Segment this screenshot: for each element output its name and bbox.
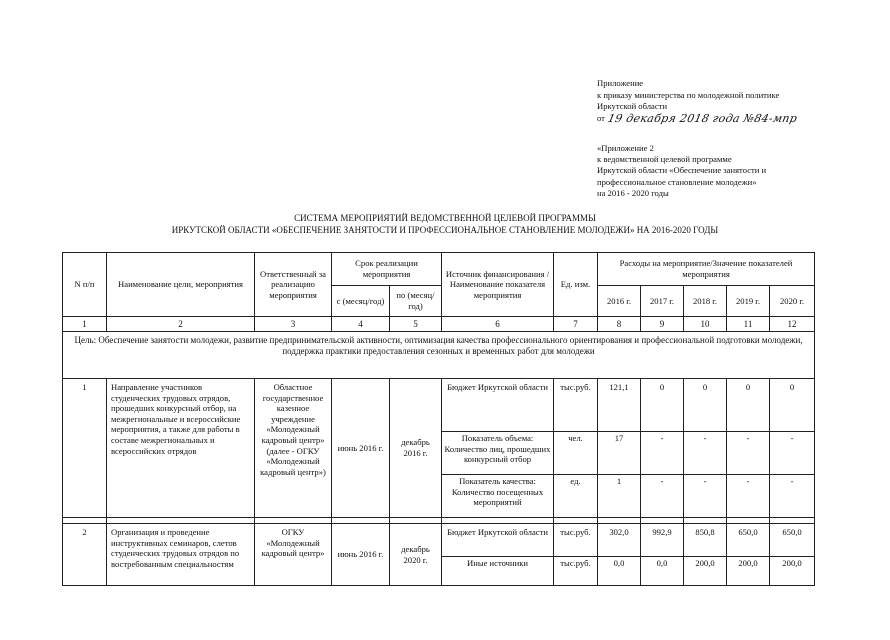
header-term-to: по (месяц/год) [390, 286, 442, 317]
row-2-other-2019: 200,0 [727, 557, 770, 586]
notice2-line-2: к ведомственной целевой программе [597, 154, 732, 165]
row-1-quality-2018: - [684, 475, 727, 518]
row-2-term-to: декабрь 2020 г. [390, 524, 442, 586]
row-1-indicator-quality-unit: ед. [554, 475, 598, 518]
order-date-line [597, 113, 857, 125]
row-1-volume-2018: - [684, 432, 727, 475]
row-1-quality-2016: 1 [598, 475, 641, 518]
row-1-responsible: Областное государственное казенное учреждение «Молодежный кадровый центр» (далее - ОГКУ «Молодежный кадровый центр») [255, 379, 332, 518]
column-number: 11 [727, 317, 770, 332]
header-year-2020: 2020 г. [770, 286, 815, 317]
document-title-line-2: ИРКУТСКОЙ ОБЛАСТИ «ОБЕСПЕЧЕНИЕ ЗАНЯТОСТИ И ПРОФЕССИОНАЛЬНОЕ СТАНОВЛЕНИЕ МОЛОДЕЖИ» НА 2016-2020 ГОДЫ [171, 225, 719, 235]
row-1-volume-2019: - [727, 432, 770, 475]
notice2-line-3: Иркутской области «Обеспечение занятости и [597, 165, 767, 176]
row-2-other-unit: тыс.руб. [554, 557, 598, 586]
program-measures-table [62, 252, 815, 586]
row-1-name: Направление участников студенческих трудовых отрядов, прошедших конкурсный отбор, на межрегиональные и всероссийские мероприятия, а также для работы в составе межрегиональных и всероссийских отрядов [107, 379, 255, 518]
row-1-source: Бюджет Иркутской области [442, 379, 554, 432]
row-1-term-from: июнь 2016 г. [332, 379, 390, 518]
row-2-value-2016: 302,0 [598, 524, 641, 557]
header-name: Наименование цели, мероприятия [107, 253, 255, 317]
column-number: 12 [770, 317, 815, 332]
header-year-2016: 2016 г. [598, 286, 641, 317]
row-1-indicator-volume-unit: чел. [554, 432, 598, 475]
row-2-value-2019: 650,0 [727, 524, 770, 557]
row-1-quality-2017: - [641, 475, 684, 518]
row-1-indicator-quality: Показатель качества: Количество посещенных мероприятий [442, 475, 554, 518]
row-2-unit: тыс.руб. [554, 524, 598, 557]
appendix-2-notice [597, 143, 877, 199]
row-2-value-2017: 992,9 [641, 524, 684, 557]
row-2-other-2016: 0,0 [598, 557, 641, 586]
column-numbers-row [63, 317, 815, 332]
row-1-value-2019: 0 [727, 379, 770, 432]
header-num: N п/п [63, 253, 107, 317]
header-year-2018: 2018 г. [684, 286, 727, 317]
row-1-volume-2016: 17 [598, 432, 641, 475]
row-2-term-from: июнь 2016 г. [332, 524, 390, 586]
header-unit: Ед. изм. [554, 253, 598, 317]
notice2-line-5: на 2016 - 2020 годы [597, 187, 669, 198]
row-2-value-2018: 850,8 [684, 524, 727, 557]
column-number: 6 [442, 317, 554, 332]
row-2-other-2017: 0,0 [641, 557, 684, 586]
column-number: 1 [63, 317, 107, 332]
row-1-value-2016: 121,1 [598, 379, 641, 432]
column-number: 10 [684, 317, 727, 332]
notice2-line-4: профессиональное становление молодежи» [597, 176, 757, 187]
header-year-2019: 2019 г. [727, 286, 770, 317]
header-source: Источник финансирования / Наименование показателя мероприятия [442, 253, 554, 317]
row-1-indicator-volume: Показатель объема: Количество лиц, прошедших конкурсный отбор [442, 432, 554, 475]
row-2-name: Организация и проведение инструктивных семинаров, слетов студенческих трудовых отрядов по востребованным специальностям [107, 524, 255, 586]
column-number: 8 [598, 317, 641, 332]
document-title-line-1: СИСТЕМА МЕРОПРИЯТИЙ ВЕДОМСТВЕННОЙ ЦЕЛЕВОЙ ПРОГРАММЫ [294, 213, 596, 223]
row-2-other-2020: 200,0 [770, 557, 815, 586]
row-1-value-2017: 0 [641, 379, 684, 432]
row-1-unit: тыс.руб. [554, 379, 598, 432]
appendix-notice [597, 78, 857, 124]
goal-row [63, 332, 815, 379]
notice-line-2: к приказу министерства по молодежной политике [597, 89, 780, 100]
row-2-source: Бюджет Иркутской области [442, 524, 554, 557]
row-1-num: 1 [63, 379, 107, 518]
from-label: от [597, 112, 605, 123]
table-row-2 [63, 524, 815, 557]
row-1-quality-2020: - [770, 475, 815, 518]
row-1-volume-2017: - [641, 432, 684, 475]
row-1-value-2018: 0 [684, 379, 727, 432]
row-1-value-2020: 0 [770, 379, 815, 432]
notice2-line-1: «Приложение 2 [597, 143, 654, 153]
row-2-other-source: Иные источники [442, 557, 554, 586]
handwritten-order-date: 19 декабря 2018 года №84-мпр [606, 112, 799, 126]
row-2-value-2020: 650,0 [770, 524, 815, 557]
notice-line-1: Приложение [597, 78, 644, 88]
row-1-quality-2019: - [727, 475, 770, 518]
column-number: 4 [332, 317, 390, 332]
goal-text: Цель: Обеспечение занятости молодежи, развитие предпринимательской активности, оптимизация качества профессионального ориентирования и профессиональной подготовки молодежи, поддержка практики предоставления сезонных и временных работ для молодежи [63, 332, 815, 379]
column-number: 3 [255, 317, 332, 332]
column-number: 2 [107, 317, 255, 332]
column-number: 9 [641, 317, 684, 332]
header-year-2017: 2017 г. [641, 286, 684, 317]
row-2-responsible: ОГКУ «Молодежный кадровый центр» [255, 524, 332, 586]
column-number: 7 [554, 317, 598, 332]
row-1-term-to: декабрь 2016 г. [390, 379, 442, 518]
row-2-num: 2 [63, 524, 107, 586]
column-number: 5 [390, 317, 442, 332]
notice-line-3: Иркутской области [597, 101, 668, 112]
header-responsible: Ответственный за реализацию мероприятия [255, 253, 332, 317]
row-2-other-2018: 200,0 [684, 557, 727, 586]
header-expenses: Расходы на мероприятие/Значение показателей мероприятия [598, 253, 815, 286]
row-1-volume-2020: - [770, 432, 815, 475]
table-row-1 [63, 379, 815, 432]
header-term: Срок реализации мероприятия [332, 253, 442, 286]
header-term-from: с (месяц/год) [332, 286, 390, 317]
